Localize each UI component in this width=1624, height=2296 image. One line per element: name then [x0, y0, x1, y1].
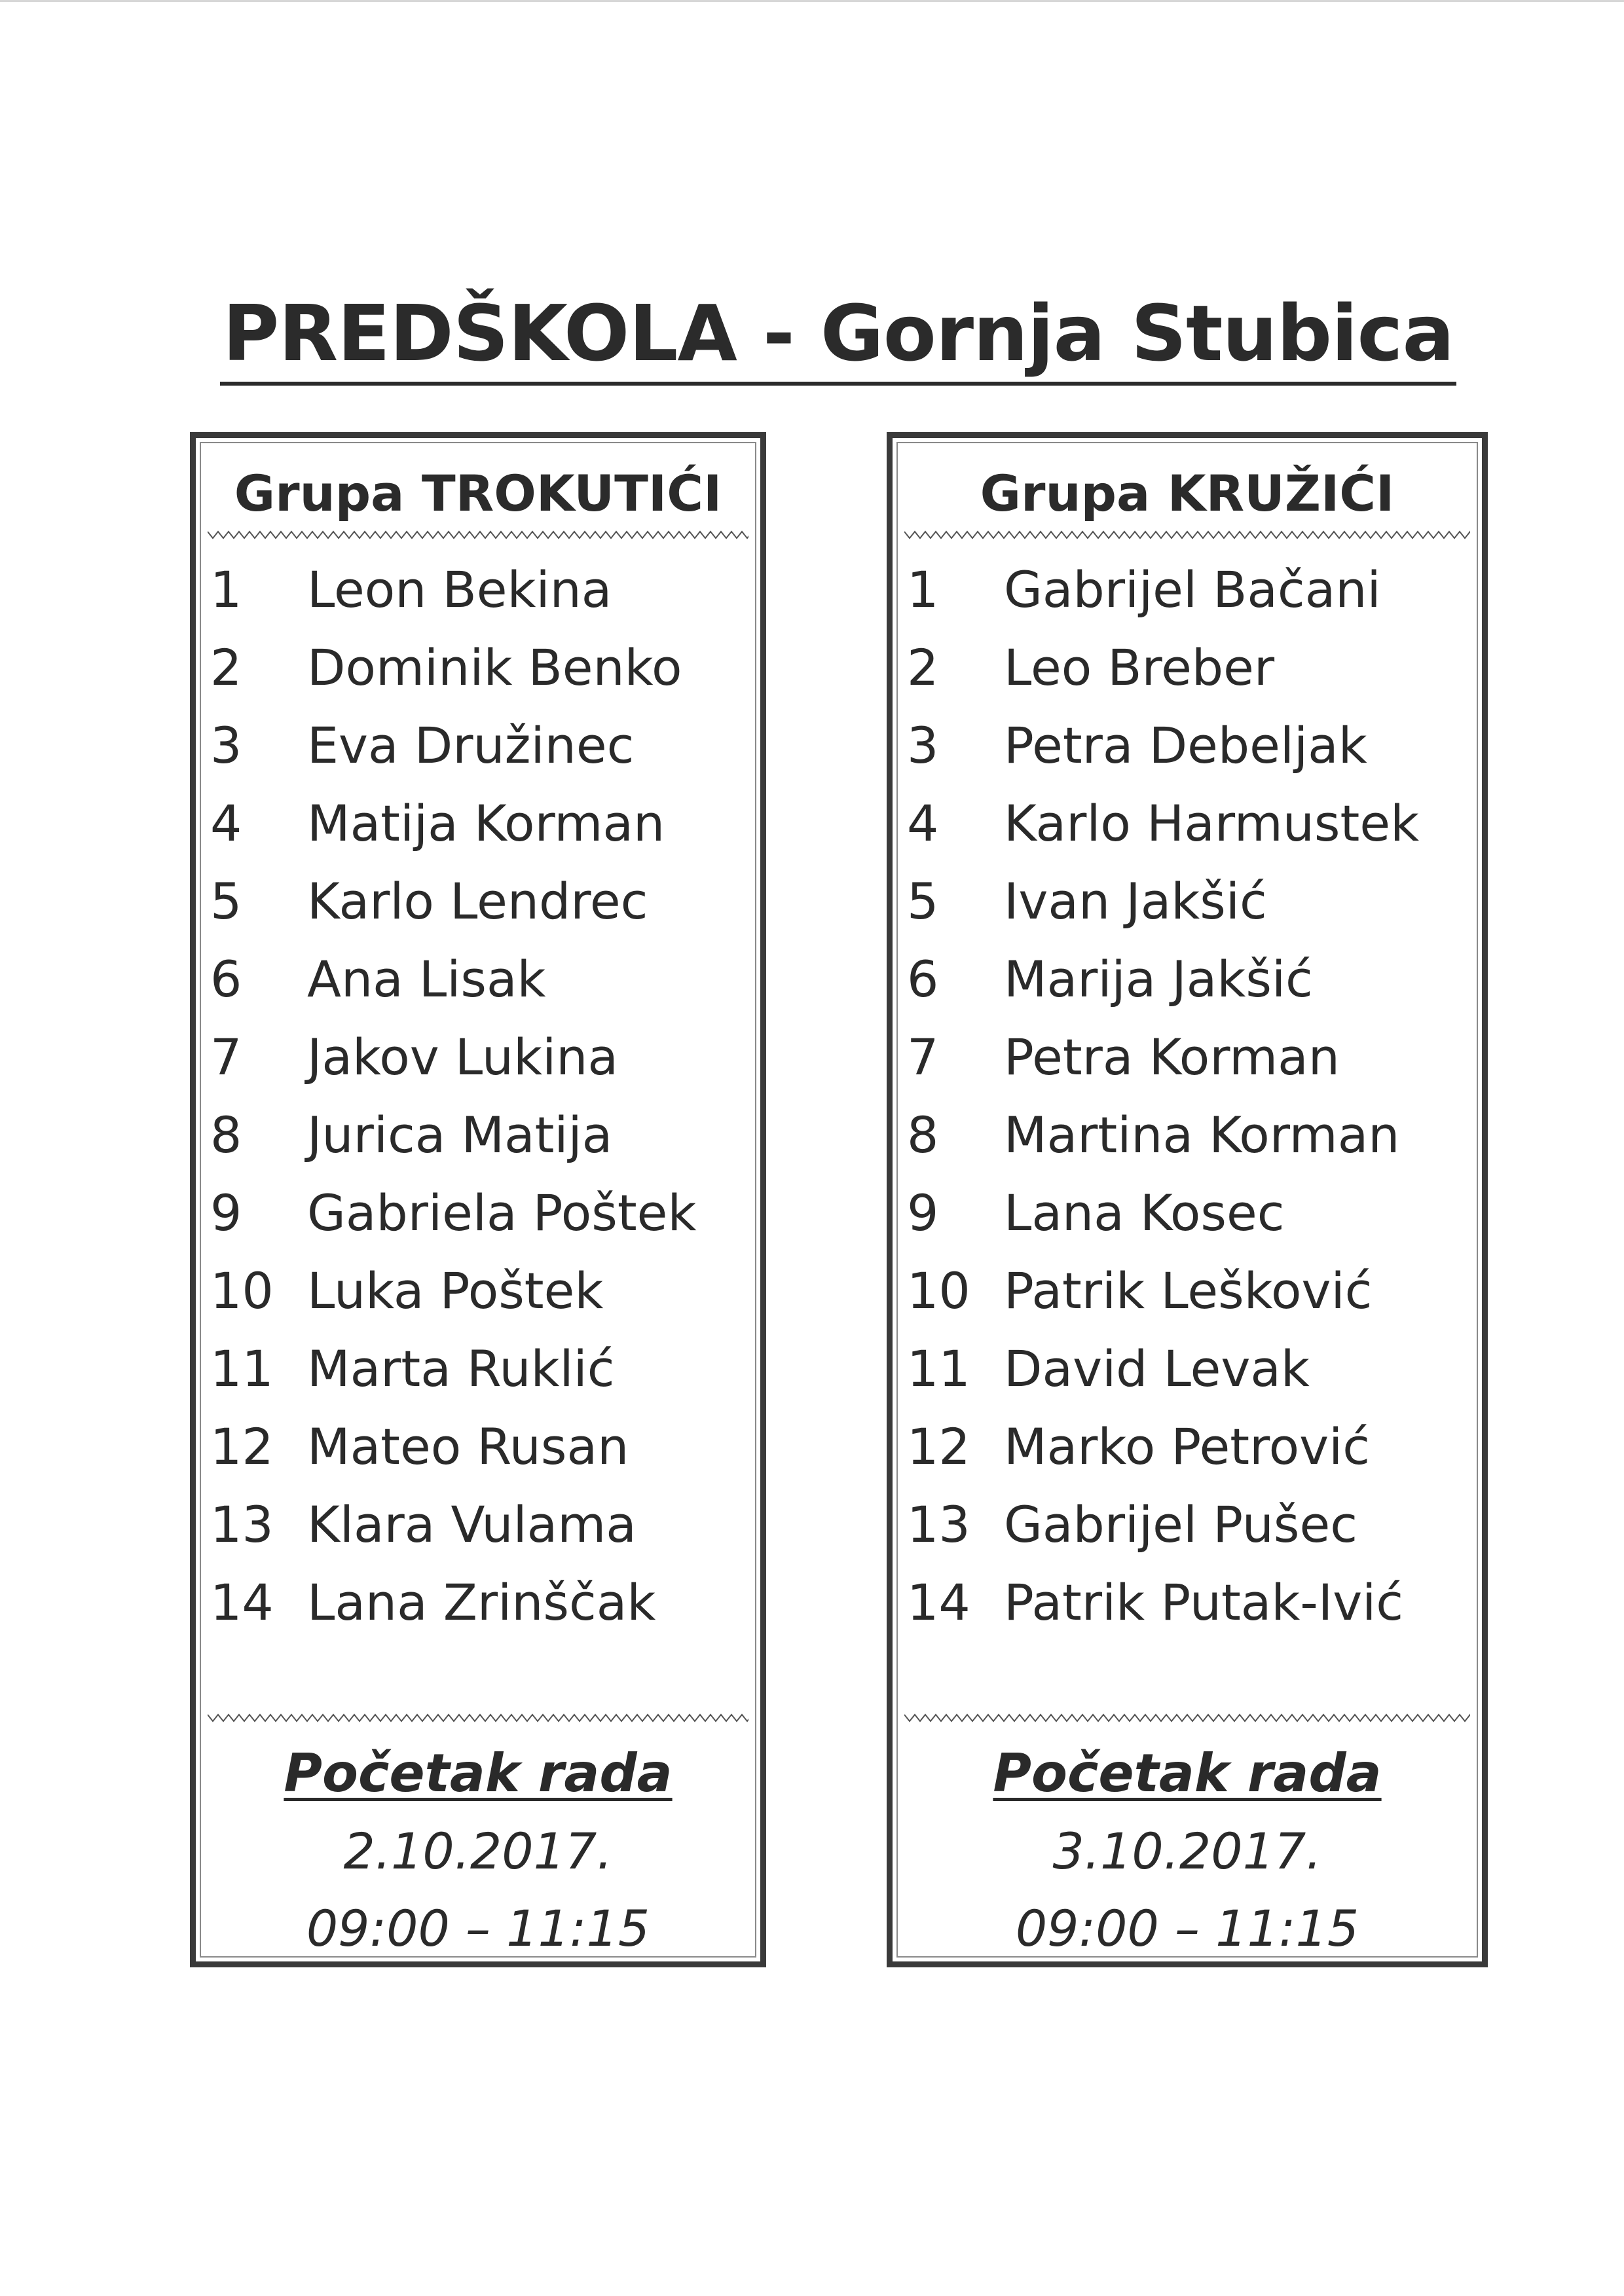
- list-item: [907, 551, 1475, 629]
- list-item-name: Patrik Lešković: [1004, 1262, 1373, 1320]
- start-label: Početak rada: [284, 1743, 673, 1804]
- zigzag-divider-top: [208, 528, 748, 541]
- list-item: [907, 1252, 1475, 1330]
- list-item: [210, 1018, 754, 1096]
- list-item-number: 3: [210, 716, 242, 774]
- group-title: Grupa TROKUTIĆI: [234, 464, 722, 522]
- list-item-number: 10: [210, 1262, 274, 1320]
- list-item: [210, 1330, 754, 1408]
- start-time: 09:00 – 11:15: [1015, 1899, 1359, 1958]
- list-item: [907, 629, 1475, 706]
- list-item-number: 8: [907, 1106, 939, 1164]
- list-item-number: 5: [210, 872, 242, 930]
- list-item-number: 4: [907, 794, 939, 852]
- list-item: [907, 1018, 1475, 1096]
- list-item-name: Ivan Jakšić: [1004, 872, 1267, 930]
- page-title: [0, 288, 1624, 386]
- list-item: [210, 1485, 754, 1563]
- list-item-name: Matija Korman: [307, 794, 665, 852]
- list-item-number: 4: [210, 794, 242, 852]
- list-item-number: 9: [907, 1184, 939, 1242]
- list-item-name: Ana Lisak: [307, 950, 546, 1008]
- list-item-number: 8: [210, 1106, 242, 1164]
- list-item-number: 9: [210, 1184, 242, 1242]
- list-item-number: 13: [210, 1495, 274, 1554]
- list-item: [907, 1408, 1475, 1485]
- list-item: [907, 1485, 1475, 1563]
- list-item-number: 11: [210, 1339, 274, 1398]
- list-item: [210, 629, 754, 706]
- children-list: [907, 551, 1475, 1641]
- list-item-name: Luka Poštek: [307, 1262, 604, 1320]
- list-item-name: Gabriela Poštek: [307, 1184, 697, 1242]
- list-item: [210, 862, 754, 940]
- list-item-name: Marija Jakšić: [1004, 950, 1313, 1008]
- list-item: [907, 1096, 1475, 1174]
- zigzag-divider-top: [904, 528, 1470, 541]
- list-item-number: 7: [210, 1028, 242, 1086]
- list-item-name: Karlo Harmustek: [1004, 794, 1420, 852]
- list-item-number: 5: [907, 872, 939, 930]
- list-item-name: Jurica Matija: [307, 1106, 613, 1164]
- list-item: [210, 706, 754, 784]
- list-item-name: Mateo Rusan: [307, 1417, 629, 1476]
- list-item-number: 11: [907, 1339, 970, 1398]
- list-item-name: Martina Korman: [1004, 1106, 1400, 1164]
- list-item: [210, 1408, 754, 1485]
- list-item-name: Petra Debeljak: [1004, 716, 1367, 774]
- list-item: [907, 1563, 1475, 1641]
- start-date: 3.10.2017.: [1052, 1822, 1322, 1880]
- paper-top-edge: [0, 0, 1624, 2]
- group-panel-kruzici: [887, 432, 1488, 1967]
- group-panel-trokutici: [190, 432, 766, 1967]
- list-item: [210, 940, 754, 1018]
- list-item-name: Patrik Putak-Ivić: [1004, 1573, 1404, 1631]
- list-item-number: 7: [907, 1028, 939, 1086]
- group-title: Grupa KRUŽIĆI: [980, 464, 1395, 522]
- list-item-number: 2: [907, 638, 939, 697]
- list-item-number: 2: [210, 638, 242, 697]
- list-item-name: Jakov Lukina: [307, 1028, 618, 1086]
- zigzag-divider-bottom: [208, 1711, 748, 1724]
- list-item-name: Gabrijel Pušec: [1004, 1495, 1358, 1554]
- list-item: [210, 1563, 754, 1641]
- list-item-name: Petra Korman: [1004, 1028, 1340, 1086]
- list-item: [210, 551, 754, 629]
- list-item-number: 1: [210, 560, 242, 619]
- list-item-name: Gabrijel Bačani: [1004, 560, 1381, 619]
- start-time: 09:00 – 11:15: [306, 1899, 650, 1958]
- list-item-name: David Levak: [1004, 1339, 1310, 1398]
- list-item-name: Lana Zrinščak: [307, 1573, 656, 1631]
- page-title-text: PREDŠKOLA - Gornja Stubica: [220, 291, 1456, 386]
- list-item-name: Lana Kosec: [1004, 1184, 1285, 1242]
- list-item-name: Klara Vulama: [307, 1495, 637, 1554]
- list-item-number: 12: [907, 1417, 970, 1476]
- list-item: [907, 784, 1475, 862]
- list-item-number: 14: [907, 1573, 970, 1631]
- list-item: [907, 1174, 1475, 1252]
- list-item-number: 14: [210, 1573, 274, 1631]
- list-item: [210, 784, 754, 862]
- list-item-name: Karlo Lendrec: [307, 872, 648, 930]
- children-list: [210, 551, 754, 1641]
- list-item-number: 6: [210, 950, 242, 1008]
- list-item-number: 3: [907, 716, 939, 774]
- list-item-name: Leon Bekina: [307, 560, 612, 619]
- list-item: [210, 1096, 754, 1174]
- list-item-number: 10: [907, 1262, 970, 1320]
- list-item: [907, 1330, 1475, 1408]
- list-item-number: 13: [907, 1495, 970, 1554]
- list-item: [907, 706, 1475, 784]
- list-item-name: Marko Petrović: [1004, 1417, 1370, 1476]
- list-item-number: 12: [210, 1417, 274, 1476]
- list-item-name: Leo Breber: [1004, 638, 1275, 697]
- list-item-name: Marta Ruklić: [307, 1339, 615, 1398]
- list-item-number: 6: [907, 950, 939, 1008]
- group-footer: [893, 1734, 1482, 1967]
- group-footer: [196, 1734, 760, 1967]
- zigzag-divider-bottom: [904, 1711, 1470, 1724]
- list-item-name: Dominik Benko: [307, 638, 682, 697]
- list-item-number: 1: [907, 560, 939, 619]
- list-item: [210, 1252, 754, 1330]
- list-item-name: Eva Družinec: [307, 716, 635, 774]
- list-item: [210, 1174, 754, 1252]
- list-item: [907, 940, 1475, 1018]
- start-date: 2.10.2017.: [343, 1822, 613, 1880]
- list-item: [907, 862, 1475, 940]
- start-label: Početak rada: [993, 1743, 1382, 1804]
